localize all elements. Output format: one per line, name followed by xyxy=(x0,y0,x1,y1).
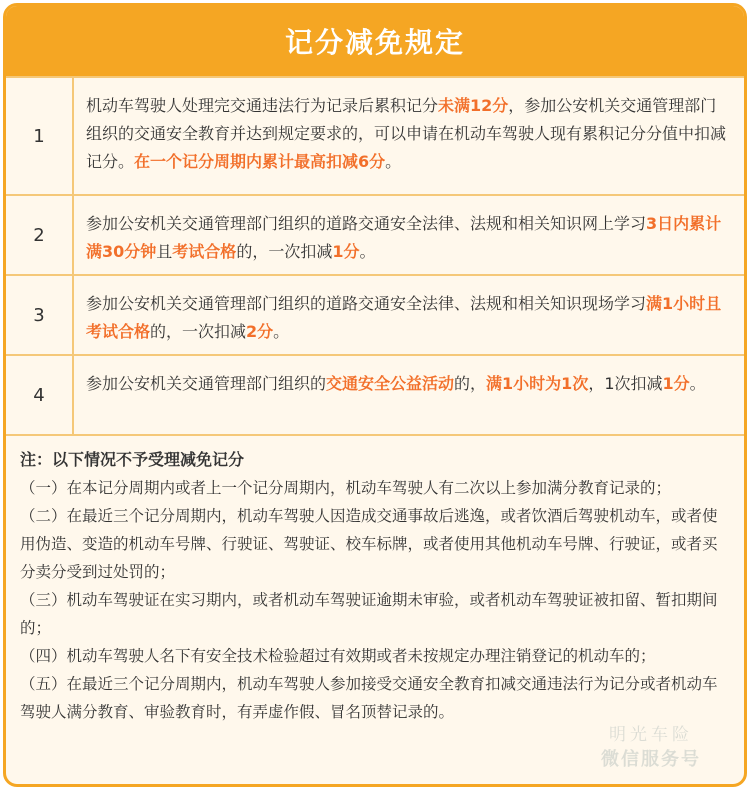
rule-text-segment: 。 xyxy=(359,242,376,261)
notes-title: 注：以下情况不予受理减免记分 xyxy=(20,450,245,469)
rule-number: 1 xyxy=(6,78,74,194)
note-item: （二）在最近三个记分周期内，机动车驾驶人因造成交通事故后逃逸，或者饮酒后驾驶机动车，或者使用伪造、变造的机动车号牌、行驶证、驾驶证、校车标牌，或者使用其他机动车号牌、行驶证，或者买分卖分受到过处罚的； xyxy=(20,507,718,581)
highlight-text: 3日内累计满30分钟 xyxy=(86,214,722,261)
rule-text-segment: 。 xyxy=(689,374,706,393)
rule-text-segment: ，参加公安机关交通管理部门组织的交通安全教育并达到规定要求的，可以申请在机动车驾驶人现有累积记分分值中扣减记分。 xyxy=(86,96,727,171)
highlight-text: 满1小时为1次 xyxy=(486,374,589,393)
highlight-text: 考试合格 xyxy=(172,242,237,261)
watermark xyxy=(576,720,726,770)
note-item: （五）在最近三个记分周期内，机动车驾驶人参加接受交通安全教育扣减交通违法行为记分或者机动车驾驶人满分教育、审验教育时，有弄虚作假、冒名顶替记录的。 xyxy=(20,675,718,721)
highlight-text: 满1小时且考试合格 xyxy=(86,294,722,341)
rule-text-segment: 参加公安机关交通管理部门组织的道路交通安全法律、法规和相关知识网上学习 xyxy=(86,214,647,233)
rule-text xyxy=(74,196,744,274)
rule-text xyxy=(74,356,744,434)
highlight-text: 在一个记分周期内累计最高扣减6分 xyxy=(134,152,386,171)
rule-row xyxy=(6,194,744,274)
rule-text-segment: 机动车驾驶人处理完交通违法行为记录后累积记分 xyxy=(86,96,439,115)
watermark-line2: 微信服务号 xyxy=(601,749,701,770)
rule-text-segment: 。 xyxy=(273,322,290,341)
rule-text-segment: 参加公安机关交通管理部门组织的道路交通安全法律、法规和相关知识现场学习 xyxy=(86,294,647,313)
rule-text-segment: 的，一次扣减 xyxy=(150,322,247,341)
page-title: 记分减免规定 xyxy=(6,6,744,76)
rule-row xyxy=(6,76,744,194)
rule-text-segment: 参加公安机关交通管理部门组织的 xyxy=(86,374,327,393)
highlight-text: 1分 xyxy=(662,374,690,393)
rule-number: 2 xyxy=(6,196,74,274)
rule-text-segment: 的， xyxy=(454,374,487,393)
rule-text-segment: 的，一次扣减 xyxy=(236,242,333,261)
highlight-text: 未满12分 xyxy=(438,96,509,115)
highlight-text: 交通安全公益活动 xyxy=(326,374,455,393)
rule-row xyxy=(6,354,744,434)
rule-row xyxy=(6,274,744,354)
note-item: （四）机动车驾驶人名下有安全技术检验超过有效期或者未按规定办理注销登记的机动车的； xyxy=(20,647,656,665)
watermark-line1: 明光车险 xyxy=(609,725,693,745)
rule-number: 4 xyxy=(6,356,74,434)
rule-text xyxy=(74,276,744,354)
rule-text-segment: 且 xyxy=(156,242,173,261)
highlight-text: 1分 xyxy=(332,242,360,261)
notes-section xyxy=(6,434,744,726)
rule-text-segment: 。 xyxy=(385,152,402,171)
highlight-text: 2分 xyxy=(246,322,274,341)
note-item: （三）机动车驾驶证在实习期内，或者机动车驾驶证逾期未审验，或者机动车驾驶证被扣留、暂扣期间的； xyxy=(20,591,718,637)
rules-card xyxy=(3,3,747,787)
note-item: （一）在本记分周期内或者上一个记分周期内，机动车驾驶人有二次以上参加满分教育记录的； xyxy=(20,479,672,497)
rule-text-segment: ，1次扣减 xyxy=(588,374,663,393)
rule-number: 3 xyxy=(6,276,74,354)
rule-text xyxy=(74,78,744,194)
